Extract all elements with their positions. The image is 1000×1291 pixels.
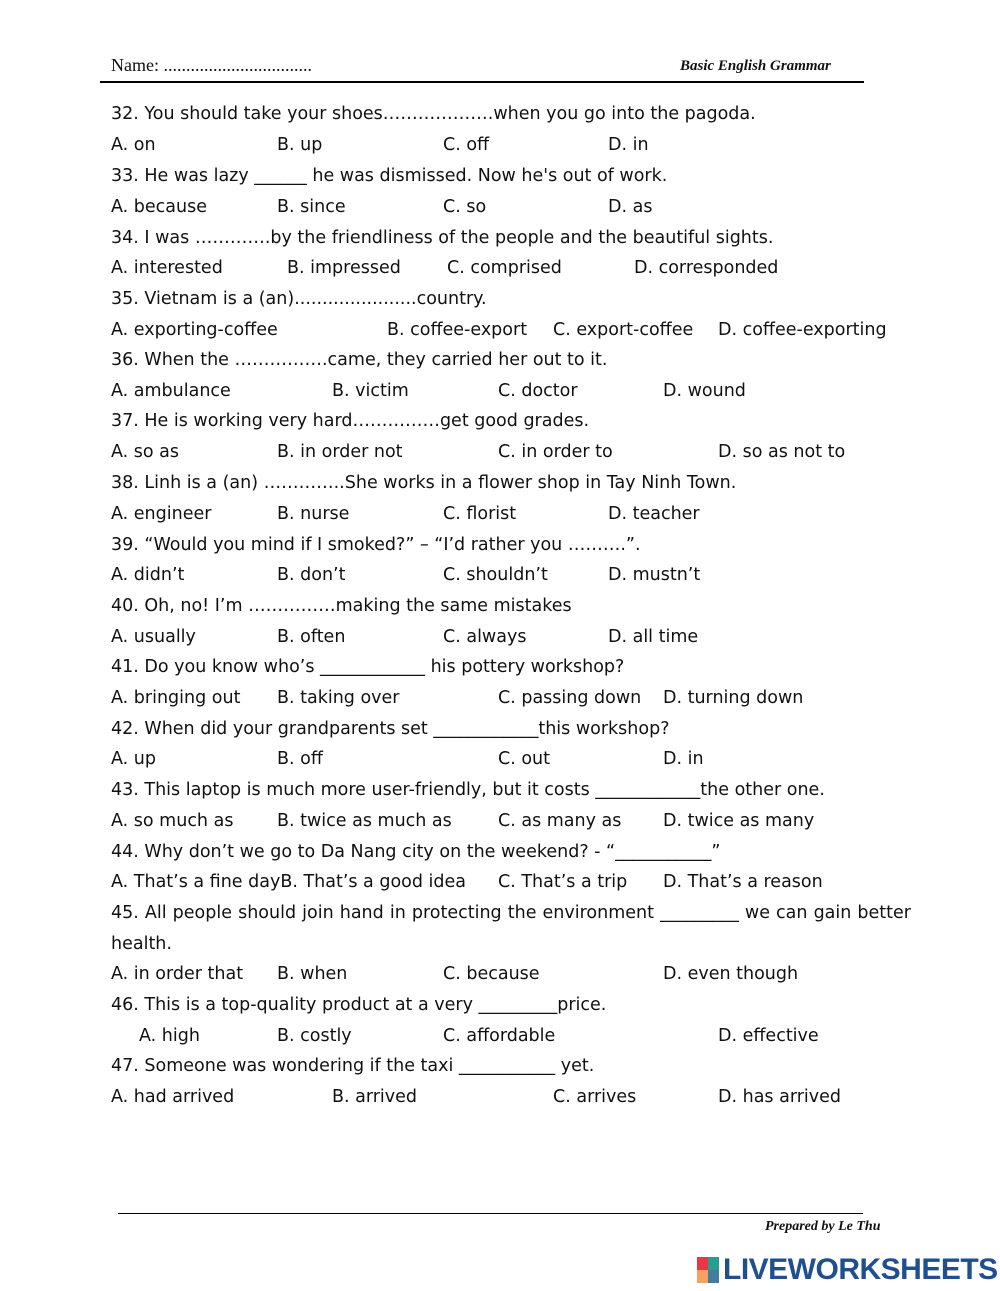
question-36: 36. When the …………….came, they carried her out to it.	[111, 350, 608, 370]
option-40c: C. always	[443, 627, 527, 647]
question-42: 42. When did your grandparents set ____________this workshop?	[111, 719, 670, 739]
option-35d: D. coffee-exporting	[718, 320, 887, 340]
option-45a: A. in order that	[111, 964, 244, 984]
option-36a: A. ambulance	[111, 381, 231, 401]
question-33: 33. He was lazy ______ he was dismissed. Now he's out of work.	[111, 166, 668, 186]
option-46c: C. affordable	[443, 1026, 556, 1046]
option-44c: C. That’s a trip	[498, 872, 628, 892]
option-35c: C. export-coffee	[553, 320, 694, 340]
option-39a: A. didn’t	[111, 565, 185, 585]
option-47a: A. had arrived	[111, 1087, 235, 1107]
option-47c: C. arrives	[553, 1087, 637, 1107]
question-40: 40. Oh, no! I’m ……………making the same mistakes	[111, 596, 572, 616]
option-44d: D. That’s a reason	[663, 872, 823, 892]
liveworksheets-logo-icon	[697, 1257, 719, 1283]
option-32d: D. in	[608, 135, 649, 155]
option-35b: B. coffee-export	[387, 320, 528, 340]
option-39b: B. don’t	[277, 565, 346, 585]
option-42c: C. out	[498, 749, 551, 769]
worksheet-title: Basic English Grammar	[680, 58, 831, 74]
name-field-label: Name: .................................	[111, 55, 312, 75]
question-34: 34. I was ………….by the friendliness of the people and the beautiful sights.	[111, 228, 774, 248]
option-45c: C. because	[443, 964, 540, 984]
question-45: 45. All people should join hand in protecting the environment _________ we can gain better health.	[111, 903, 911, 954]
option-32a: A. on	[111, 135, 156, 155]
option-42d: D. in	[663, 749, 704, 769]
option-38c: C. florist	[443, 504, 517, 524]
option-39d: D. mustn’t	[608, 565, 701, 585]
option-47d: D. has arrived	[718, 1087, 841, 1107]
option-36b: B. victim	[332, 381, 409, 401]
option-43d: D. twice as many	[663, 811, 815, 831]
option-33a: A. because	[111, 197, 207, 217]
option-33c: C. so	[443, 197, 487, 217]
option-43b: B. twice as much as	[277, 811, 452, 831]
option-40a: A. usually	[111, 627, 196, 647]
option-38a: A. engineer	[111, 504, 212, 524]
option-37c: C. in order to	[498, 442, 613, 462]
option-41d: D. turning down	[663, 688, 804, 708]
footer-rule	[118, 1213, 863, 1214]
liveworksheets-logo	[697, 1255, 998, 1285]
option-45b: B. when	[277, 964, 348, 984]
option-32b: B. up	[277, 135, 323, 155]
option-34a: A. interested	[111, 258, 223, 278]
option-42b: B. off	[277, 749, 323, 769]
option-43a: A. so much as	[111, 811, 234, 831]
question-37: 37. He is working very hard……………get good grades.	[111, 411, 590, 431]
option-41b: B. taking over	[277, 688, 400, 708]
option-46b: B. costly	[277, 1026, 352, 1046]
option-45d: D. even though	[663, 964, 799, 984]
option-36d: D. wound	[663, 381, 746, 401]
question-39: 39. “Would you mind if I smoked?” – “I’d rather you ……….”.	[111, 535, 641, 555]
option-36c: C. doctor	[498, 381, 578, 401]
question-46: 46. This is a top-quality product at a very _________price.	[111, 995, 607, 1015]
option-46d: D. effective	[718, 1026, 819, 1046]
option-43c: C. as many as	[498, 811, 622, 831]
option-37b: B. in order not	[277, 442, 403, 462]
option-42a: A. up	[111, 749, 156, 769]
option-35a: A. exporting-coffee	[111, 320, 278, 340]
question-43: 43. This laptop is much more user-friendly, but it costs ____________the other one.	[111, 780, 825, 800]
question-38: 38. Linh is a (an) …………..She works in a flower shop in Tay Ninh Town.	[111, 473, 737, 493]
question-41: 41. Do you know who’s ____________ his pottery workshop?	[111, 657, 625, 677]
option-40b: B. often	[277, 627, 346, 647]
option-44ab: A. That’s a fine dayB. That’s a good idea	[111, 872, 466, 892]
option-33b: B. since	[277, 197, 346, 217]
option-41a: A. bringing out	[111, 688, 241, 708]
header-rule	[100, 81, 864, 83]
option-34c: C. comprised	[447, 258, 562, 278]
prepared-by: Prepared by Le Thu	[765, 1219, 881, 1234]
question-44: 44. Why don’t we go to Da Nang city on the weekend? - “___________”	[111, 842, 721, 862]
liveworksheets-brand-text: LIVEWORKSHEETS	[723, 1253, 998, 1286]
option-37a: A. so as	[111, 442, 180, 462]
option-34d: D. corresponded	[634, 258, 779, 278]
question-35: 35. Vietnam is a (an)......................country.	[111, 289, 487, 309]
option-37d: D. so as not to	[718, 442, 846, 462]
option-38d: D. teacher	[608, 504, 700, 524]
option-34b: B. impressed	[287, 258, 401, 278]
question-47: 47. Someone was wondering if the taxi ___________ yet.	[111, 1056, 595, 1076]
option-33d: D. as	[608, 197, 653, 217]
option-40d: D. all time	[608, 627, 699, 647]
option-39c: C. shouldn’t	[443, 565, 548, 585]
option-47b: B. arrived	[332, 1087, 418, 1107]
option-46a: A. high	[139, 1026, 200, 1046]
question-32: 32. You should take your shoes……………….when you go into the pagoda.	[111, 104, 756, 124]
option-38b: B. nurse	[277, 504, 350, 524]
option-41c: C. passing down	[498, 688, 642, 708]
option-32c: C. off	[443, 135, 490, 155]
